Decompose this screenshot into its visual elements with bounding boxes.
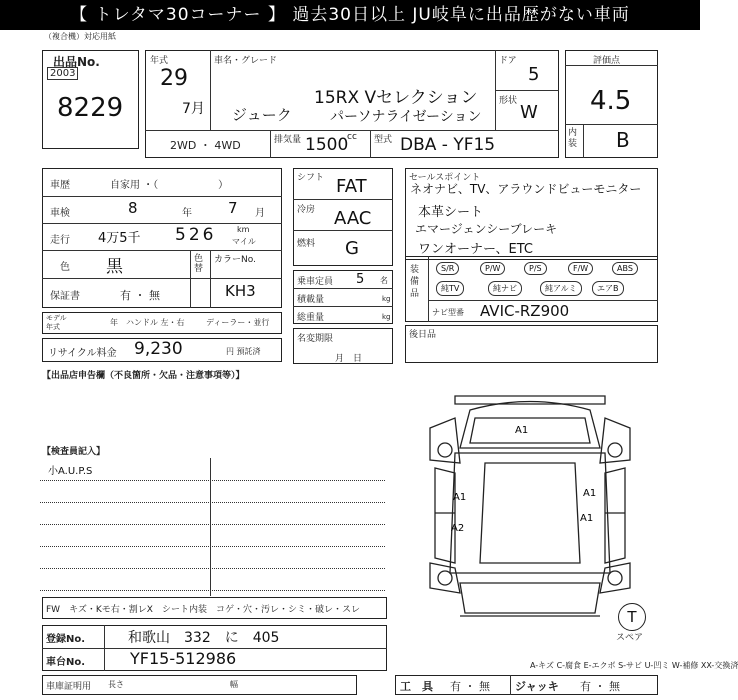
rear-items-box	[405, 325, 658, 363]
grade-line2: パーソナライゼーション	[330, 109, 482, 125]
jack-label: ジャッキ	[515, 680, 559, 693]
equipment-item: 純ナビ	[488, 281, 522, 296]
recycle-value: 9,230	[134, 339, 183, 359]
car-diagram	[415, 388, 645, 623]
equipment-label: 装備品	[410, 265, 420, 299]
equipment-item: ABS	[612, 262, 638, 275]
displacement-value: 1500	[305, 135, 349, 155]
displacement-label: 排気量	[274, 135, 302, 145]
navi-label: ナビ型番	[432, 308, 464, 317]
color-code: KH3	[225, 282, 256, 300]
sales-points-label: セールスポイント	[409, 173, 481, 183]
transfer-unit: 月 日	[335, 354, 363, 364]
banner-title: 【 トレタマ30コーナー 】 過去30日以上 JU岐阜に出品歴がない車両	[0, 0, 700, 30]
doors-label: ドア	[499, 56, 517, 66]
recycle-unit: 円 預託済	[226, 347, 261, 356]
tools-label: 工 具	[400, 680, 433, 693]
sales-point-3: エマージェンシーブレーキ	[415, 222, 558, 236]
color-value: 黒	[106, 257, 123, 277]
tools-value: 有 ・ 無	[450, 680, 490, 693]
fw-row-text: FW キズ・Kモ右・割レX シート内装 コゲ・穴・汚レ・シミ・破レ・スレ	[46, 605, 360, 615]
cert-length: 長さ	[108, 680, 124, 689]
grade-line1: 15RX Vセレクション	[314, 88, 478, 108]
shape-label: 形状	[499, 96, 518, 106]
navi-model: AVIC-RZ900	[480, 302, 570, 320]
capacity-label: 乗車定員	[297, 277, 334, 287]
model-year-unit: 年	[110, 318, 118, 327]
mileage-label: 走行	[50, 235, 70, 246]
fuel-value: G	[345, 238, 359, 259]
inspection-month: 7	[228, 199, 238, 217]
color-change-label: 色替	[194, 254, 204, 274]
year-value: 29	[160, 66, 188, 91]
doors-value: 5	[528, 64, 540, 85]
cert-label: 車庫証明用	[46, 682, 92, 692]
warranty-label: 保証書	[50, 291, 80, 302]
registration-label: 登録No.	[46, 634, 86, 645]
sales-point-2: 本革シート	[418, 205, 484, 220]
inspector-note: 小A.U.P.S	[48, 466, 93, 477]
transfer-label: 名変期限	[297, 334, 334, 344]
sales-point-1: ネオナビ、TV、アラウンドビューモニター	[410, 182, 642, 196]
equipment-item: S/R	[436, 262, 459, 275]
mileage-unit-mile: マイル	[232, 237, 256, 246]
capacity-value: 5	[356, 272, 365, 287]
registration-value: 和歌山 332 に 405	[128, 630, 280, 646]
warranty-value: 有 ・ 無	[120, 289, 160, 302]
top-note: （複合機）対応用紙	[44, 32, 116, 41]
aircon-value: AAC	[334, 208, 372, 229]
load-label: 積載量	[297, 295, 325, 305]
aircon-label: 冷房	[297, 205, 316, 215]
color-code-label: カラーNo.	[214, 255, 256, 265]
lot-box	[42, 50, 139, 149]
inspection-label: 車検	[50, 208, 70, 219]
equipment-item: P/W	[480, 262, 505, 275]
score-value: 4.5	[590, 86, 632, 116]
rear-items-label: 後日品	[409, 330, 437, 340]
fuel-label: 燃料	[297, 239, 316, 249]
mileage-unit-km: km	[237, 225, 250, 234]
car-name: ジューク	[232, 106, 292, 124]
displacement-unit: cc	[347, 132, 357, 142]
damage-mark: A1	[453, 492, 467, 503]
jack-value: 有 ・ 無	[580, 680, 620, 693]
damage-mark: A1	[583, 488, 597, 499]
damage-mark: A1	[580, 513, 594, 524]
inspection-year: 8	[128, 199, 138, 217]
lot-stamp: 2003	[47, 67, 78, 80]
legend: A-キズ C-腐食 E-エクボ S-サビ U-凹ミ W-補修 XX-交換済	[530, 661, 738, 670]
color-label: 色	[60, 262, 70, 273]
load-unit: kg	[382, 295, 391, 303]
spare-label: スペア	[616, 633, 644, 643]
damage-mark: A2	[451, 523, 465, 534]
lot-number: 8229	[57, 93, 124, 123]
inspection-year-unit: 年	[182, 208, 192, 219]
shape-value: W	[520, 102, 538, 123]
dealer-options: ディーラー・並行	[206, 318, 270, 327]
weight-label: 総重量	[297, 313, 325, 323]
mileage-digits: 526	[175, 225, 217, 245]
sales-point-4: ワンオーナー、ETC	[418, 242, 533, 257]
name-label: 車名・グレード	[214, 56, 278, 66]
equipment-item: P/S	[524, 262, 547, 275]
interior-label: 内装	[568, 128, 578, 149]
equipment-item: エアB	[592, 281, 624, 296]
inspection-month-unit: 月	[255, 208, 265, 219]
history-label: 車歴	[50, 180, 70, 191]
year-label: 年式	[150, 56, 169, 66]
drive-options: 2WD ・ 4WD	[170, 139, 241, 152]
interior-value: B	[616, 128, 630, 152]
spare-tire-icon: T	[618, 603, 646, 631]
shift-value: FAT	[336, 176, 367, 197]
model-year-label1: モデル	[46, 314, 67, 322]
history-value: 自家用 ・（ ）	[110, 180, 229, 191]
mileage-value: 4万5千	[98, 231, 141, 246]
model-value: DBA - YF15	[400, 135, 496, 155]
model-label: 型式	[374, 135, 393, 145]
weight-unit: kg	[382, 313, 391, 321]
handle-options: ハンドル 左・右	[126, 318, 185, 327]
model-year-label2: 年式	[46, 323, 60, 331]
lot-label: 出品No.	[53, 55, 100, 69]
score-label: 評価点	[593, 56, 621, 66]
recycle-label: リサイクル料金	[48, 348, 117, 359]
equipment-item: F/W	[568, 262, 593, 275]
cert-width: 幅	[230, 680, 238, 689]
inspector-area	[40, 458, 385, 596]
capacity-unit: 名	[380, 276, 388, 285]
chassis-label: 車台No.	[46, 657, 86, 668]
equipment-item: 純TV	[436, 281, 464, 296]
inspector-label: 【検査員記入】	[42, 447, 106, 457]
shift-label: シフト	[297, 173, 325, 183]
year-month: 7月	[182, 101, 205, 117]
seller-notes-label: 【出品店申告欄（不良箇所・欠品・注意事項等）】	[42, 371, 245, 381]
damage-mark: A1	[515, 425, 529, 436]
chassis-value: YF15-512986	[130, 649, 237, 668]
equipment-item: 純アルミ	[540, 281, 582, 296]
